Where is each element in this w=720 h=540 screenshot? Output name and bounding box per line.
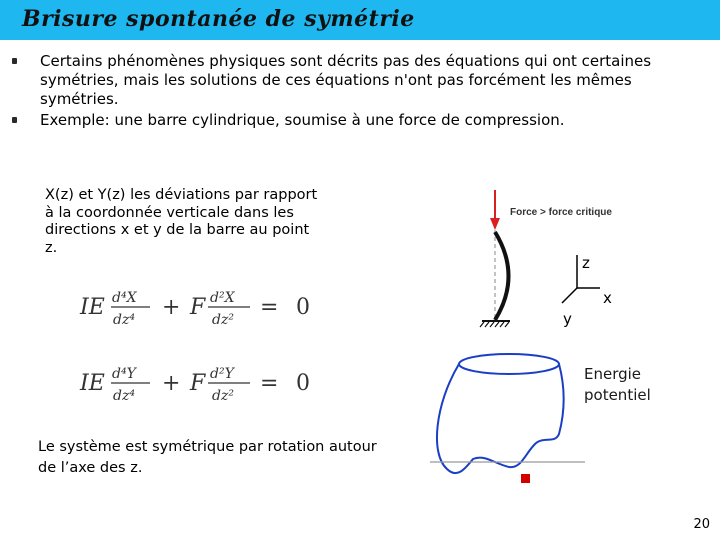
y-axis-label: y <box>563 310 572 328</box>
eq-force: F <box>190 371 206 396</box>
bullet-text: Certains phénomènes physiques sont décrits pas des équations qui ont certaines symétries, mais les solutions de ces équations n'ont pas forcément les mêmes symétries. <box>40 52 652 108</box>
bullet-text: Exemple: une barre cylindrique, soumise à une force de compression. <box>40 111 565 129</box>
eq-coef: IE <box>80 371 105 396</box>
eq-numerator: d⁴Y <box>112 366 136 382</box>
force-arrow-icon <box>490 218 500 230</box>
z-axis-label: z <box>582 254 590 272</box>
eq-denominator: dz⁴ <box>113 388 135 404</box>
energy-label <box>584 364 651 406</box>
well-rim <box>459 354 559 374</box>
eq-equals: = <box>260 371 279 396</box>
bent-bar <box>495 232 509 320</box>
eq-denominator: dz² <box>212 312 234 328</box>
equation-y <box>74 358 324 408</box>
eq-force: F <box>190 295 206 320</box>
eq-plus: + <box>162 371 181 396</box>
eq-denominator: dz⁴ <box>113 312 135 328</box>
slide-title: Brisure spontanée de symétrie <box>22 6 415 32</box>
ball-icon <box>521 474 530 483</box>
energy-label-line: potentiel <box>584 386 651 404</box>
bullet-marker-icon <box>12 117 17 123</box>
eq-zero: 0 <box>296 295 310 320</box>
well-curve <box>437 364 564 473</box>
equation-x <box>74 282 324 332</box>
bullet-marker-icon <box>12 58 17 64</box>
bullet-item <box>12 52 702 109</box>
eq-coef: IE <box>80 295 105 320</box>
title-bar <box>0 0 720 40</box>
eq-denominator: dz² <box>212 388 234 404</box>
bullet-item <box>12 111 702 130</box>
symmetry-note: Le système est symétrique par rotation autour de l’axe des z. <box>38 439 377 476</box>
eq-numerator: d²Y <box>210 366 234 382</box>
y-axis-line <box>562 288 577 303</box>
potential-well-diagram <box>425 344 590 494</box>
page-number: 20 <box>693 517 710 532</box>
energy-label-line: Energie <box>584 365 642 383</box>
eq-zero: 0 <box>296 371 310 396</box>
eq-numerator: d⁴X <box>112 290 137 306</box>
eq-numerator: d²X <box>210 290 235 306</box>
eq-equals: = <box>260 295 279 320</box>
force-label: Force > force critique <box>510 207 612 218</box>
ground-hatch-icon <box>480 322 509 327</box>
x-axis-label: x <box>603 289 612 307</box>
eq-plus: + <box>162 295 181 320</box>
bullet-list <box>12 52 702 132</box>
deviation-description: X(z) et Y(z) les déviations par rapport à la coordonnée verticale dans les directions x et y de la barre au point z. <box>45 187 318 256</box>
